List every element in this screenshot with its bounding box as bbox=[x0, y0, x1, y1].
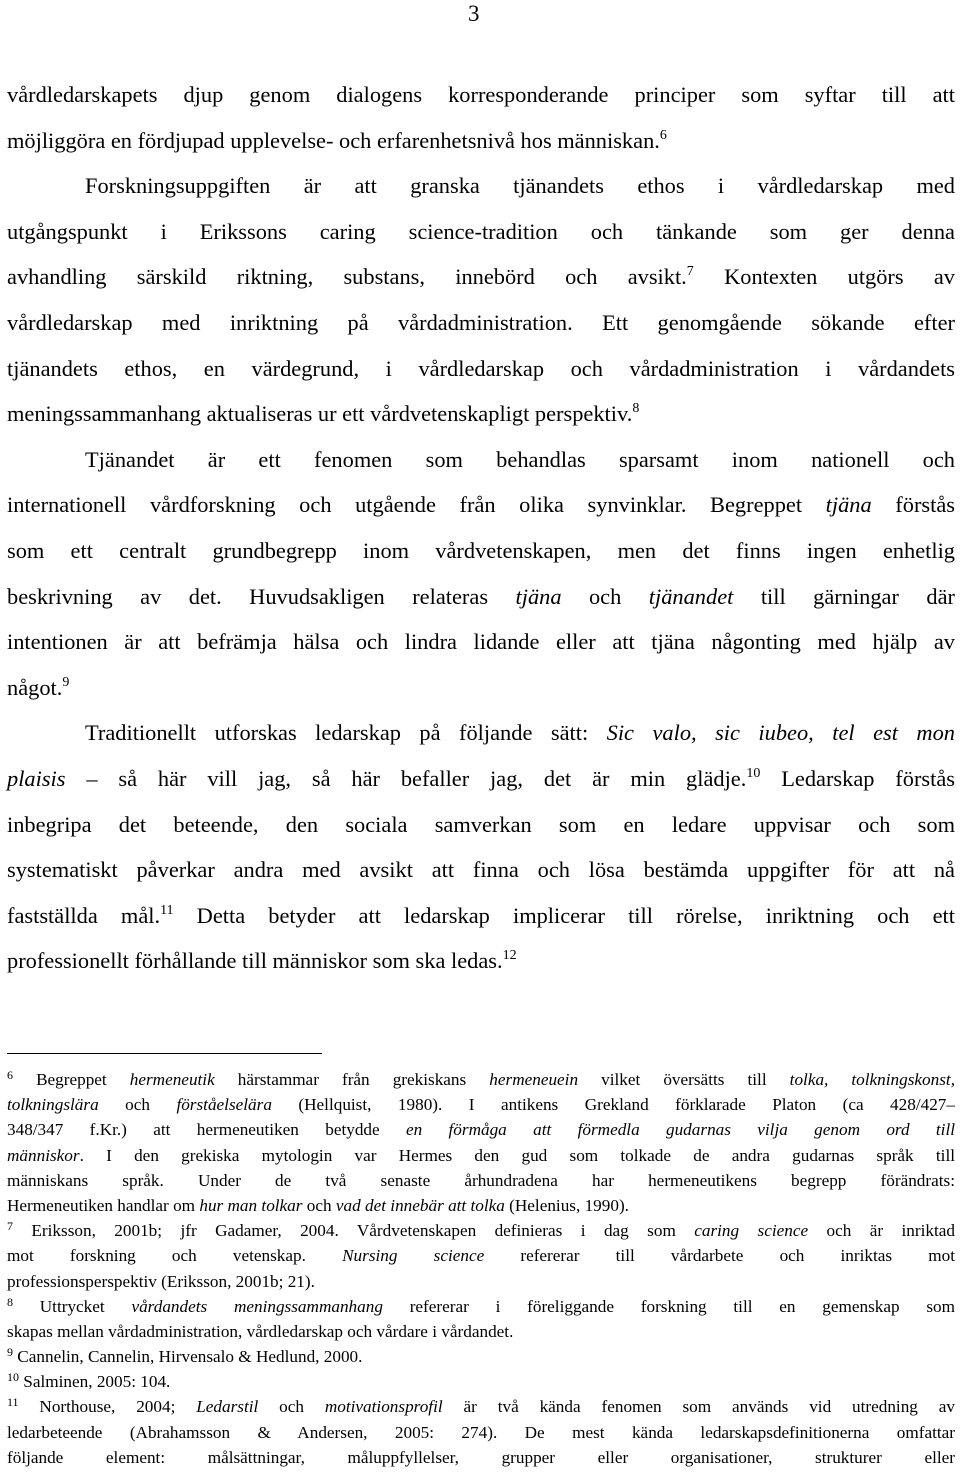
footnote-ref-10[interactable]: 10 bbox=[746, 765, 761, 781]
body-line: Forskningsuppgiften är att granska tjänandets ethos i vårdledarskap med bbox=[85, 173, 955, 199]
footnotes bbox=[7, 1067, 955, 1470]
footnote-ref-11[interactable]: 11 bbox=[160, 902, 174, 918]
footnote-11-line: $^{11}$ Northouse, 2004; Ledarstil och motivationsprofil är två kända fenomen som används vid utredning av bbox=[7, 1395, 955, 1417]
footnote-8-line: $^8$ Uttrycket vårdandets meningssammanhang refererar i föreliggande forskning till en gemenskap som bbox=[7, 1294, 955, 1316]
body-line: intentionen är att befrämja hälsa och lindra lidande eller att tjäna någonting med hjälp av bbox=[7, 629, 955, 655]
body-line: fastställda mål.$^{11}$ Detta betyder att ledarskap implicerar till rörelse, inriktning och ett bbox=[7, 902, 956, 928]
footnote-ref-8[interactable]: 8 bbox=[632, 401, 640, 417]
footnote-separator bbox=[7, 1053, 322, 1054]
body-line: systematiskt påverkar andra med avsikt att finna och lösa bestämda uppgifter för att nå bbox=[7, 857, 955, 883]
body-line: internationell vårdforskning och utgående från olika synvinklar. Begreppet tjäna förstås bbox=[7, 492, 955, 518]
page-number: 3 bbox=[468, 1, 480, 26]
footnote-7-line: $^7$ Eriksson, 2001b; jfr Gadamer, 2004. Vårdvetenskapen definieras i dag som caring science och är inriktad bbox=[7, 1219, 955, 1241]
body-line: professionellt förhållande till människor som ska ledas.$^{12}$ bbox=[7, 948, 517, 974]
body-line: tjänandets ethos, en värdegrund, i vårdledarskap och vårdadministration i vårdandets bbox=[7, 355, 955, 381]
body-line: något.$^9$ bbox=[7, 674, 70, 700]
footnote-ref-7[interactable]: 7 bbox=[686, 264, 694, 280]
footnote-6-line: människor. I den grekiska mytologin var Hermes den gud som tolkade de andra gudarnas språk till bbox=[7, 1145, 955, 1165]
footnote-number-11: 11 bbox=[7, 1395, 19, 1410]
footnote-6-line: tolkningslära och förståelselära (Hellquist, 1980). I antikens Grekland förklarade Platon (ca 428/427– bbox=[7, 1095, 955, 1115]
footnote-ref-6[interactable]: 6 bbox=[659, 127, 667, 143]
body-line: Tjänandet är ett fenomen som behandlas sparsamt inom nationell och bbox=[85, 446, 955, 472]
body-line: Traditionellt utforskas ledarskap på följande sätt: Sic valo, sic iubeo, tel est mon bbox=[85, 720, 955, 746]
footnote-7-line: mot forskning och vetenskap. Nursing science refererar till vårdarbete och inriktas mot bbox=[7, 1246, 955, 1266]
footnote-number-6: 6 bbox=[7, 1068, 13, 1082]
footnote-6-line: människans språk. Under de två senaste århundradena har hermeneutikens begrepp förändrats: bbox=[7, 1170, 955, 1190]
footnote-6-line: 348/347 f.Kr.) att hermeneutiken betydde en förmåga att förmedla gudarnas vilja genom ord till bbox=[7, 1120, 955, 1140]
footnote-11-line: följande element: målsättningar, måluppfyllelser, grupper eller organisationer, strukturer eller bbox=[7, 1447, 955, 1467]
body-line: vårdledarskap med inriktning på vårdadministration. Ett genomgående sökande efter bbox=[7, 309, 955, 335]
body-line: inbegripa det beteende, den sociala samverkan som en ledare uppvisar och som bbox=[7, 811, 955, 837]
body-line: utgångspunkt i Erikssons caring science-tradition och tänkande som ger denna bbox=[7, 218, 955, 244]
body-line: meningssammanhang aktualiseras ur ett vårdvetenskapligt perspektiv.$^8$ bbox=[7, 401, 640, 427]
body-text bbox=[7, 72, 955, 984]
footnote-number-10: 10 bbox=[7, 1370, 19, 1385]
footnote-number-9: 9 bbox=[7, 1345, 13, 1360]
body-line: vårdledarskapets djup genom dialogens korresponderande principer som syftar till att bbox=[7, 82, 955, 107]
body-line: som ett centralt grundbegrepp inom vårdvetenskapen, men det finns ingen enhetlig bbox=[7, 537, 955, 563]
footnote-8-line: skapas mellan vårdadministration, vårdledarskap och vårdare i vårdandet. bbox=[7, 1321, 514, 1341]
footnote-ref-12[interactable]: 12 bbox=[502, 948, 517, 964]
footnote-number-8: 8 bbox=[7, 1294, 13, 1309]
footnote-10-line: $^{10}$ Salminen, 2005: 104. bbox=[7, 1370, 171, 1392]
body-line: avhandling särskild riktning, substans, innebörd och avsikt.$^7$ Kontexten utgörs av bbox=[7, 264, 956, 290]
footnote-number-7: 7 bbox=[7, 1219, 13, 1234]
footnote-11-line: ledarbeteende (Abrahamsson & Andersen, 2005: 274). De mest kända ledarskapsdefinitionerna omfattar bbox=[7, 1422, 955, 1442]
footnote-6-line: Hermeneutiken handlar om hur man tolkar och vad det innebär att tolka (Helenius, 1990). bbox=[7, 1195, 629, 1215]
body-line: beskrivning av det. Huvudsakligen relateras tjäna och tjänandet till gärningar där bbox=[7, 583, 955, 609]
footnote-7-line: professionsperspektiv (Eriksson, 2001b; 21). bbox=[7, 1271, 315, 1291]
footnote-6-line: $^6$ Begreppet hermeneutik härstammar från grekiskans hermeneuein vilket översätts till tolka, tolkningskonst, bbox=[7, 1068, 955, 1089]
footnote-9-line: $^9$ Cannelin, Cannelin, Hirvensalo & Hedlund, 2000. bbox=[7, 1345, 363, 1367]
body-line: plaisis – så här vill jag, så här befaller jag, det är min glädje.$^{10}$ Ledarskap förstås bbox=[7, 765, 956, 791]
body-line: möjliggöra en fördjupad upplevelse- och erfarenhetsnivå hos människan.$^6$ bbox=[7, 127, 667, 153]
footnote-ref-9[interactable]: 9 bbox=[62, 674, 70, 690]
